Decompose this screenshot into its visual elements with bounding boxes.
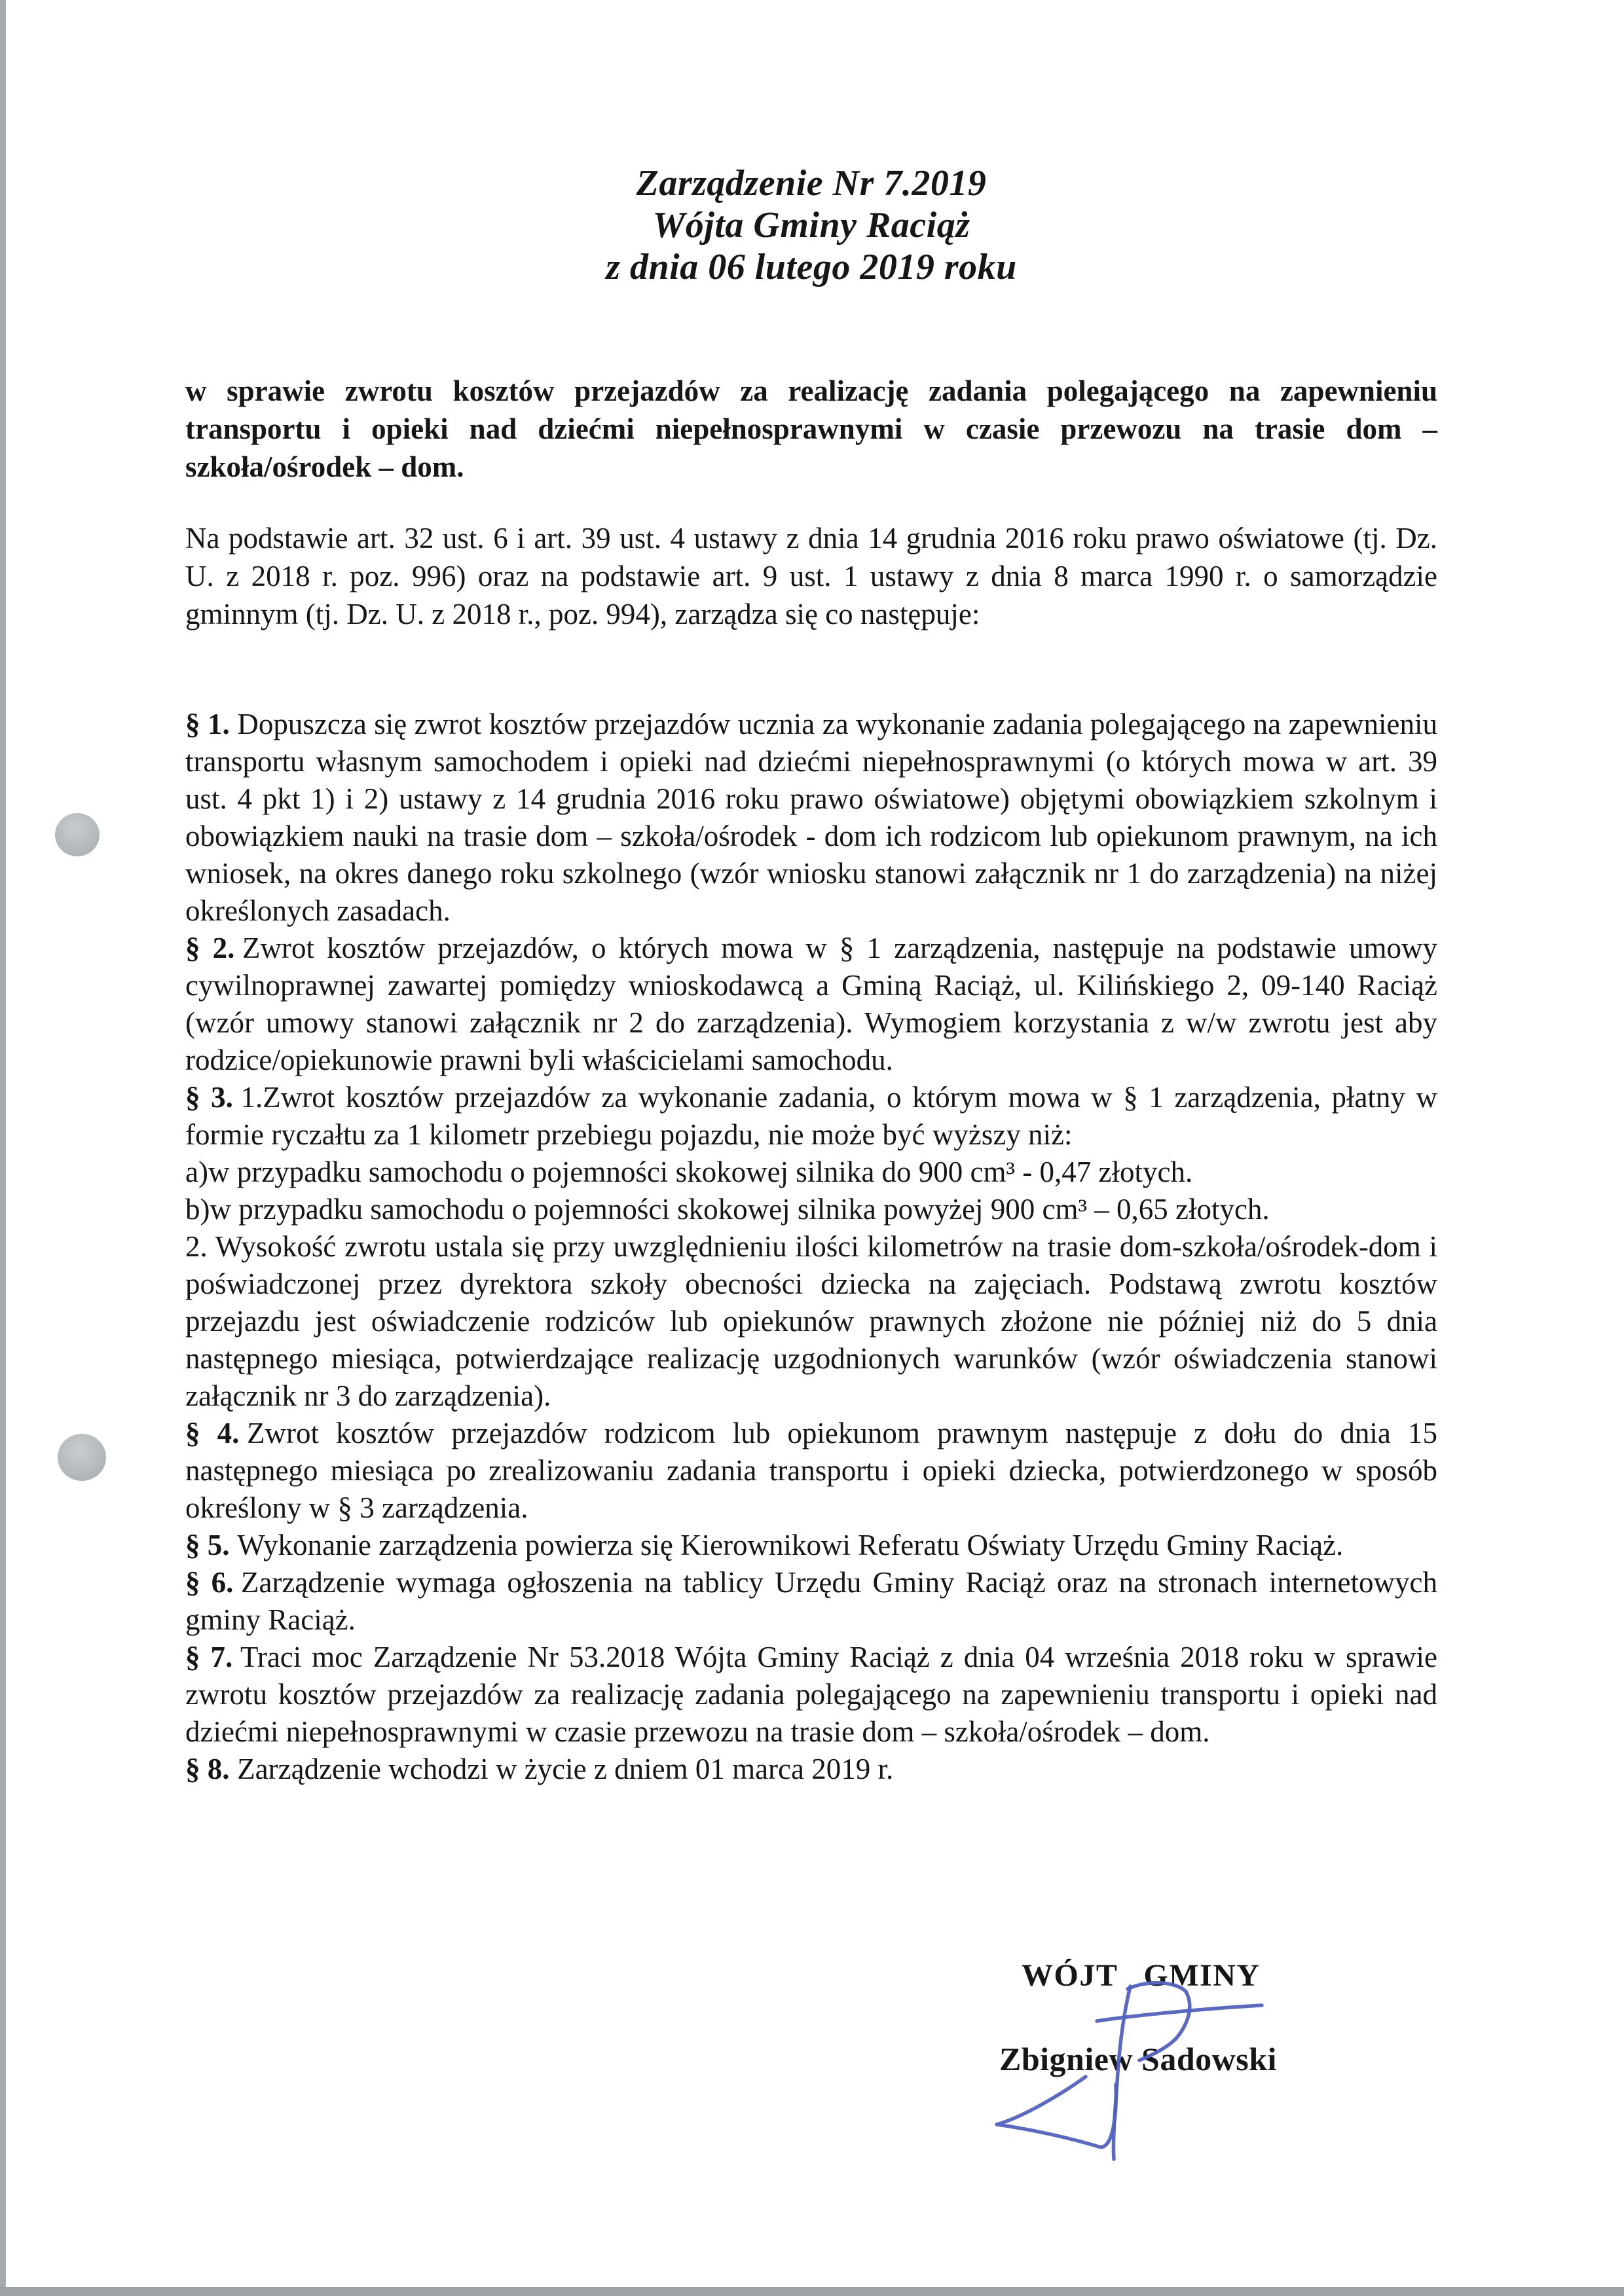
section-text: b)w przypadku samochodu o pojemności skokowej silnika powyżej 900 cm³ – 0,65 złotych. [185, 1193, 1270, 1226]
document-title [185, 162, 1437, 288]
section-marker: § 3. [185, 1081, 233, 1114]
section-text: 1.Zwrot kosztów przejazdów za wykonanie zadania, o którym mowa w § 1 zarządzenia, płatny w formie ryczałtu za 1 kilometr przebiegu pojazdu, nie może być wyższy niż: [185, 1081, 1437, 1151]
section-paragraph-4 [185, 1415, 1437, 1527]
section-marker: § 6. [185, 1566, 234, 1599]
section-text: Traci moc Zarządzenie Nr 53.2018 Wójta Gminy Raciąż z dnia 04 września 2018 roku w sprawie zwrotu kosztów przejazdów za realizację zadania polegającego na zapewnieniu transportu i opieki nad dziećmi niepełnosprawnymi w czasie przewozu na trasie dom – szkoła/ośrodek – dom. [185, 1641, 1437, 1748]
section-text: Zwrot kosztów przejazdów rodzicom lub opiekunom prawnym następuje z dołu do dnia 15 następnego miesiąca po zrealizowaniu zadania transportu i opieki dziecka, potwierdzonego w sposób określony w § 3 zarządzenia. [185, 1417, 1438, 1524]
section-text: Dopuszcza się zwrot kosztów przejazdów ucznia za wykonanie zadania polegającego na zapewnieniu transportu własnym samochodem i opieki nad dziećmi niepełnosprawnymi (o których mowa w art. 39 ust. 4 pkt 1) i 2) ustawy z 14 grudnia 2016 roku prawo oświatowe) objętymi obowiązkiem szkolnym i obowiązkiem nauki na trasie dom – szkoła/ośrodek - dom ich rodzicom lub opiekunom prawnym, na ich wniosek, na okres danego roku szkolnego (wzór wniosku stanowi załącznik nr 1 do zarządzenia) na niżej określonych zasadach. [185, 708, 1437, 927]
section-paragraph-3b [185, 1191, 1437, 1228]
hole-punch-bottom [58, 1434, 106, 1481]
legal-basis-paragraph: Na podstawie art. 32 ust. 6 i art. 39 ust. 4 ustawy z dnia 14 grudnia 2016 roku prawo oświatowe (tj. Dz. U. z 2018 r. poz. 996) oraz na podstawie art. 9 ust. 1 ustawy z dnia 8 marca 1990 r. o samorządzie gminnym (tj. Dz. U. z 2018 r., poz. 994), zarządza się co następuje: [185, 522, 1437, 630]
section-marker: § 4. [185, 1417, 240, 1449]
section-text: Wykonanie zarządzenia powierza się Kierownikowi Referatu Oświaty Urzędu Gminy Raciąż. [237, 1529, 1344, 1561]
section-marker: § 2. [185, 932, 235, 964]
ordinance-body [185, 706, 1437, 1788]
scan-edge-left [0, 0, 6, 2296]
section-paragraph-5 [185, 1527, 1437, 1564]
section-marker: § 1. [185, 708, 230, 740]
section-paragraph-3a [185, 1154, 1437, 1191]
title-line-issuer: Wójta Gminy Raciąż [652, 205, 970, 246]
section-marker: § 5. [185, 1529, 230, 1561]
hole-punch-top [55, 813, 100, 856]
signatory-name: Zbigniew Sadowski [999, 2041, 1277, 2077]
signature-stroke-cross [1097, 2005, 1262, 2021]
signature-stroke-flourish [997, 2077, 1116, 2147]
section-paragraph-1 [185, 706, 1437, 930]
section-marker: § 8. [185, 1753, 230, 1785]
title-line-date: z dnia 06 lutego 2019 roku [606, 247, 1017, 287]
section-paragraph-3-2 [185, 1228, 1437, 1415]
section-paragraph-7 [185, 1639, 1437, 1751]
section-text: Zarządzenie wchodzi w życie z dniem 01 marca 2019 r. [237, 1753, 894, 1785]
section-paragraph-2 [185, 930, 1437, 1079]
section-text: Zwrot kosztów przejazdów, o których mowa w § 1 zarządzenia, następuje na podstawie umowy cywilnoprawnej zawartej pomiędzy wnioskodawcą a Gminą Raciąż, ul. Kilińskiego 2, 09-140 Raciąż (wzór umowy stanowi załącznik nr 2 do zarządzenia). Wymogiem korzystania z w/w zwrotu jest aby rodzice/opiekunowie prawni byli właścicielami samochodu. [185, 932, 1437, 1076]
section-text: Zarządzenie wymaga ogłoszenia na tablicy Urzędu Gminy Raciąż oraz na stronach internetowych gminy Raciąż. [185, 1566, 1438, 1636]
title-line-ordinance-number: Zarządzenie Nr 7.2019 [636, 163, 987, 204]
section-text: a)w przypadku samochodu o pojemności skokowej silnika do 900 cm³ - 0,47 złotych. [185, 1156, 1193, 1188]
signatory-title: WÓJT GMINY [1022, 1958, 1261, 1993]
section-marker: § 7. [185, 1641, 233, 1673]
section-paragraph-3 [185, 1079, 1437, 1154]
scan-edge-bottom [0, 2287, 1624, 2296]
section-text: 2. Wysokość zwrotu ustala się przy uwzględnieniu ilości kilometrów na trasie dom-szkoła/ośrodek-dom i poświadczonej przez dyrektora szkoły obecności dziecka na zajęciach. Podstawą zwrotu kosztów przejazdu jest oświadczenie rodziców lub opiekunów prawnych złożone nie później niż do 5 dnia następnego miesiąca, potwierdzające realizację uzgodnionych warunków (wzór oświadczenia stanowi załącznik nr 3 do zarządzenia). [185, 1230, 1437, 1412]
subject-paragraph: w sprawie zwrotu kosztów przejazdów za realizację zadania polegającego na zapewnieniu transportu i opieki nad dziećmi niepełnosprawnymi w czasie przewozu na trasie dom – szkoła/ośrodek – dom. [185, 374, 1437, 483]
section-paragraph-8 [185, 1751, 1437, 1788]
section-paragraph-6 [185, 1564, 1437, 1639]
